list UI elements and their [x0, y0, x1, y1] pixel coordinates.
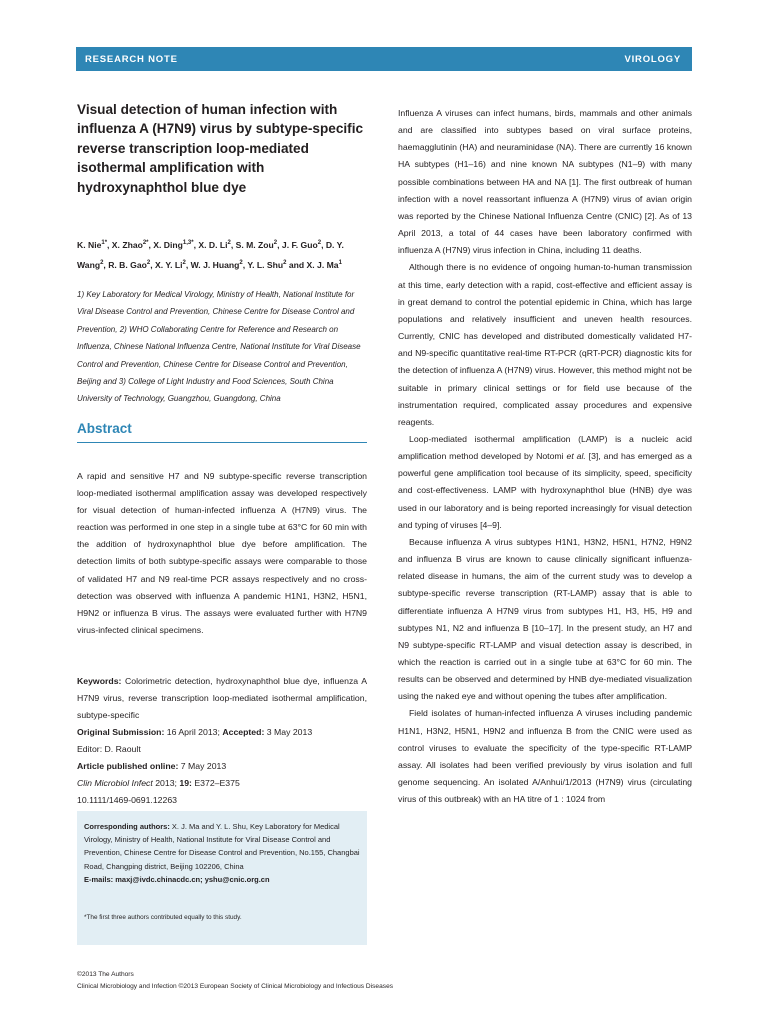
author-sup: 1 [338, 260, 342, 267]
citation-year: 2013; [152, 778, 180, 789]
body-text: Loop-mediated isothermal amplification (LAMP) is a nucleic acid amplification method developed by Notomi [398, 433, 692, 462]
right-column [398, 105, 692, 808]
abstract-heading: Abstract [77, 421, 132, 436]
corresponding-authors-box [77, 811, 367, 945]
corresponding-address: X. J. Ma and Y. L. Shu, Key Laboratory for Medical Virology, Ministry of Health, National Institute for Viral Disease Control and Prevention, Chinese Centre for Disease Control and Prevention, No.155, Changbai Road, Changping district, Beijing 102206, China [84, 822, 360, 871]
author-name: , W. J. Huang [185, 260, 240, 270]
affiliations: 1) Key Laboratory for Medical Virology, Ministry of Health, National Institute for Viral Disease Control and Prevention, Chinese Centre for Disease Control and Prevention, 2) WHO Collaborating Centre for Reference and Research on Influenza, Chinese National Influenza Centre, National Institute for Viral Disease Control and Prevention, Chinese Centre for Disease Control and Prevention, Beijing and 3) College of Light Industry and Food Sciences, South China University of Technology, Guangzhou, Guangdong, China [77, 290, 361, 404]
journal-name: Clin Microbiol Infect [77, 778, 153, 789]
body-paragraph: Because influenza A virus subtypes H1N1, H3N2, H5N1, H7N2, H9N2 and influenza B virus are known to cause clinically significant influenza-related disease in humans, the aim of the current study was to develop a subtype-specific reverse transcription (RT-LAMP) assay that is able to differentiate influenza A H7N9 virus from subtypes H1, H3, H5, H9 and subtypes N1, N2 and influenza B [10–17]. In the present study, an H7 and N9 subtype-specific RT-LAMP and visual detection assay is described, in which the reaction is carried out in a single tube at 63°C for 60 min. The results can be observed and determined by HNB dye-mediated visualization using the naked eye and without opening the tubes after amplification. [398, 536, 692, 702]
author-name: , Y. L. Shu [242, 260, 284, 270]
author-name: , X. D. Li [193, 240, 228, 250]
author-sup: 2 [283, 260, 287, 267]
citation-pages: E372–E375 [191, 778, 240, 789]
author-name: and X. J. Ma [286, 260, 339, 270]
body-paragraph: Influenza A viruses can infect humans, birds, mammals and other animals and are classified into subtypes based on viral surface proteins, haemagglutinin (HA) and neuraminidase (NA). There are currently 16 known HA subtypes (H1–16) and nine known NA subtypes (N1–9) with many possible combinations between HA and NA [1]. The first outbreak of human infection with a novel reassortant influenza A (H7N9) virus of avian origin was reported by the Chinese National Influenza Centre (CNIC) [2]. As of 13 April 2013, a total of 44 cases have been laboratory confirmed with influenza A (H7N9) virus infection in China, including 11 deaths. [398, 108, 692, 256]
published-online [77, 758, 367, 775]
author-sup: 2 [317, 240, 322, 247]
author-name: K. Nie [77, 240, 102, 250]
left-column [77, 100, 367, 197]
author-name: , J. F. Guo [277, 240, 318, 250]
email-link[interactable]: yshu@cnic.org.cn [204, 874, 270, 884]
author-sup: 2 [273, 240, 278, 247]
body-paragraph: Field isolates of human-infected influenza A viruses including pandemic H1N1, H3N2, H5N1, H9N2 and influenza B from the CNIC were used as control viruses to evaluate the specificity of the type-specific RT-LAMP assay. All isolates had been verified previously by virus isolation and full genome sequencing. An isolated A/Anhui/1/2013 (H7N9) virus (circulating virus of this outbreak) with an HA titre of 1 : 1024 from [398, 708, 692, 805]
author-sup: 1* [101, 240, 108, 247]
author-sup: 2 [100, 260, 104, 267]
article-metadata [77, 724, 367, 809]
banner-subject-label: VIROLOGY [624, 54, 681, 65]
body-paragraph: Although there is no evidence of ongoing human-to-human transmission at this time, early detection with a rapid, cost-effective and efficient assay is in great demand to control the potential epidemic in China, which has large populations and relatively insufficient and uneven health resources. Currently, CNIC has developed and distributed domestically validated H7- and N9-specific quantitative real-time RT-PCR (qRT-PCR) diagnostic kits for the detection of influenza A (H7N9) virus. However, this method might not be suitable in primary clinical settings or for field use because of the instrumentation required, complicated assay procedures and expensive reagents. [398, 262, 692, 427]
equal-contribution-footnote: *The first three authors contributed equally to this study. [84, 914, 242, 921]
published-date: 7 May 2013 [178, 761, 227, 772]
editor: Editor: D. Raoult [77, 744, 141, 755]
published-label: Article published online: [77, 761, 179, 772]
keywords-label: Keywords: [77, 676, 122, 686]
author-name: , X. Ding [148, 240, 183, 250]
abstract-text: A rapid and sensitive H7 and N9 subtype-specific reverse transcription loop-mediated isothermal amplification assay was developed respectively for visual detection of human-infected influenza A (H7N9) virus. The reaction was performed in one step in a single tube at 63°C for 60 min with the addition of hydroxynaphthol blue dye before amplification. The detection limits of both subtype-specific assays were comparable to those of validated H7 and N9 real-time PCR assays respectively and no cross-detection was observed with influenza A pandemic H1N1, H3N2, H5N1, H9N2 or influenza B virus. The assays were evaluated further with H7N9 virus-infected clinical specimens. [77, 471, 367, 635]
submission-dates [77, 724, 367, 741]
author-sup: 2 [227, 240, 231, 247]
author-sup: 2 [239, 260, 243, 267]
citation [77, 775, 367, 792]
doi[interactable]: 10.1111/1469-0691.12263 [77, 795, 177, 806]
author-sup: 2* [142, 240, 149, 247]
original-submission-date: 16 April 2013; [164, 727, 223, 737]
body-paragraph [398, 431, 692, 534]
banner-section-label: RESEARCH NOTE [85, 54, 178, 65]
citation-volume: 19: [179, 778, 192, 789]
section-banner [76, 47, 692, 71]
email-separator: ; [200, 874, 205, 884]
corresponding-label: Corresponding authors: [84, 822, 170, 831]
accepted-label: Accepted: [222, 727, 265, 737]
author-name: , X. Y. Li [150, 260, 183, 270]
author-sup: 2 [146, 260, 151, 267]
author-name: , D. Y. Wang [77, 240, 344, 270]
author-list [77, 235, 367, 275]
copyright-authors: ©2013 The Authors [77, 971, 134, 978]
accepted-date: 3 May 2013 [264, 727, 313, 737]
body-text: [3], and has emerged as a powerful gene amplification tool because of its simplicity, speed, specificity and cost-effectiveness. LAMP with hydroxynaphthol blue (HNB) dye was used in our laboratory and is being reported increasingly for visual detection and typing of viruses [4–9]. [398, 451, 692, 530]
email-label: E-mails: [84, 874, 116, 884]
original-submission-label: Original Submission: [77, 727, 165, 737]
email-link[interactable]: maxj@ivdc.chinacdc.cn [115, 874, 201, 884]
author-name: , R. B. Gao [103, 260, 147, 270]
body-text-italic: et al. [566, 451, 586, 462]
author-sup: 2 [182, 260, 186, 267]
corresponding-authors [84, 820, 360, 886]
page-footer [77, 969, 393, 992]
article-title: Visual detection of human infection with influenza A (H7N9) virus by subtype-specific reverse transcription loop-mediated isothermal amplification with hydroxynaphthol blue dye [77, 102, 364, 195]
keywords-text: Colorimetric detection, hydroxynaphthol blue dye, influenza A H7N9 virus, reverse transcription loop-mediated isothermal amplification, subtype-specific [77, 676, 367, 721]
author-name: , S. M. Zou [230, 240, 274, 250]
keywords [77, 673, 367, 724]
author-sup: 1,3* [182, 240, 194, 247]
copyright-journal: Clinical Microbiology and Infection ©2013 European Society of Clinical Microbiology and Infectious Diseases [77, 982, 394, 990]
author-name: , X. Zhao [107, 240, 143, 250]
abstract-divider [77, 442, 367, 443]
